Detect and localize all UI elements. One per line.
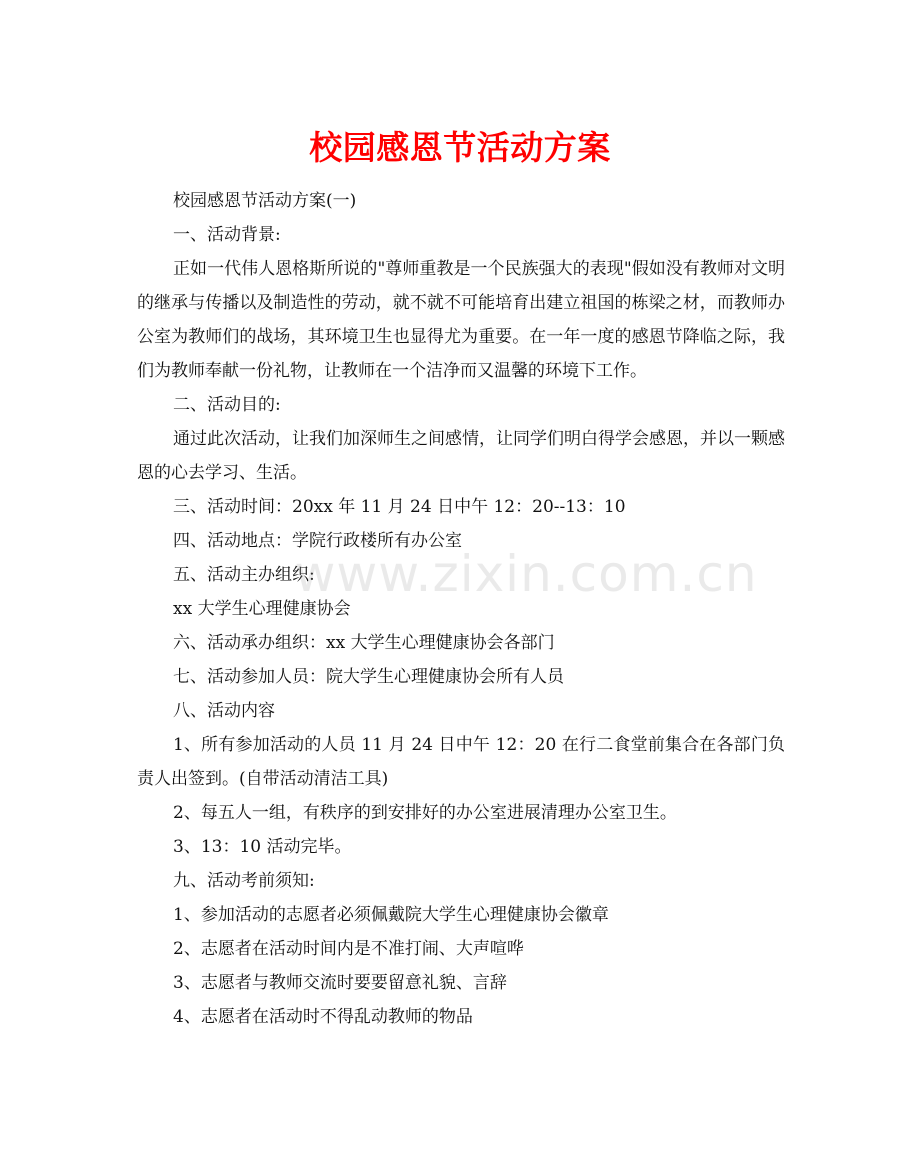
section-participants: 七、活动参加人员：院大学生心理健康协会所有人员 [173,667,564,687]
subtitle: 校园感恩节活动方案(一) [173,191,357,211]
paragraph-purpose: 通过此次活动，让我们加深师生之间感情，让同学们明白得学会感恩，并以一颗感恩的心去学习、生活。 [137,429,785,483]
content-item-1: 1、所有参加活动的人员 11 月 24 日中午 12：20 在行二食堂前集合在各部门负责人出签到。(自带活动清洁工具) [137,735,785,789]
note-item-2: 2、志愿者在活动时间内是不准打闹、大声喧哗 [173,939,524,959]
watermark-text: www.zixin.com.cn [294,545,758,603]
section-time: 三、活动时间：20xx 年 11 月 24 日中午 12：20--13：10 [173,497,626,517]
section-heading-purpose: 二、活动目的: [173,395,281,415]
content-item-2: 2、每五人一组，有秩序的到安排好的办公室进展清理办公室卫生。 [173,803,677,823]
document-body [137,184,785,1034]
paragraph-organizer: xx 大学生心理健康协会 [173,599,351,619]
document-title: 校园感恩节活动方案 [309,128,611,167]
note-item-4: 4、志愿者在活动时不得乱动教师的物品 [173,1007,473,1027]
section-heading-content: 八、活动内容 [173,701,275,721]
note-item-3: 3、志愿者与教师交流时要要留意礼貌、言辞 [173,973,507,993]
section-heading-background: 一、活动背景: [173,225,281,245]
content-item-3: 3、13：10 活动完毕。 [173,837,352,857]
paragraph-background: 正如一代伟人恩格斯所说的"尊师重教是一个民族强大的表现"假如没有教师对文明的继承与传播以及制造性的劳动，就不就不可能培育出建立祖国的栋梁之材，而教师办公室为教师们的战场，其环境卫生也显得尤为重要。在一年一度的感恩节降临之际，我们为教师奉献一份礼物，让教师在一个洁净而又温馨的环境下工作。 [137,259,785,381]
section-heading-notes: 九、活动考前须知: [173,871,315,891]
section-co-organizer: 六、活动承办组织：xx 大学生心理健康协会各部门 [173,633,555,653]
section-location: 四、活动地点：学院行政楼所有办公室 [173,531,462,551]
note-item-1: 1、参加活动的志愿者必须佩戴院大学生心理健康协会徽章 [173,905,609,925]
section-heading-organizer: 五、活动主办组织: [173,565,315,585]
